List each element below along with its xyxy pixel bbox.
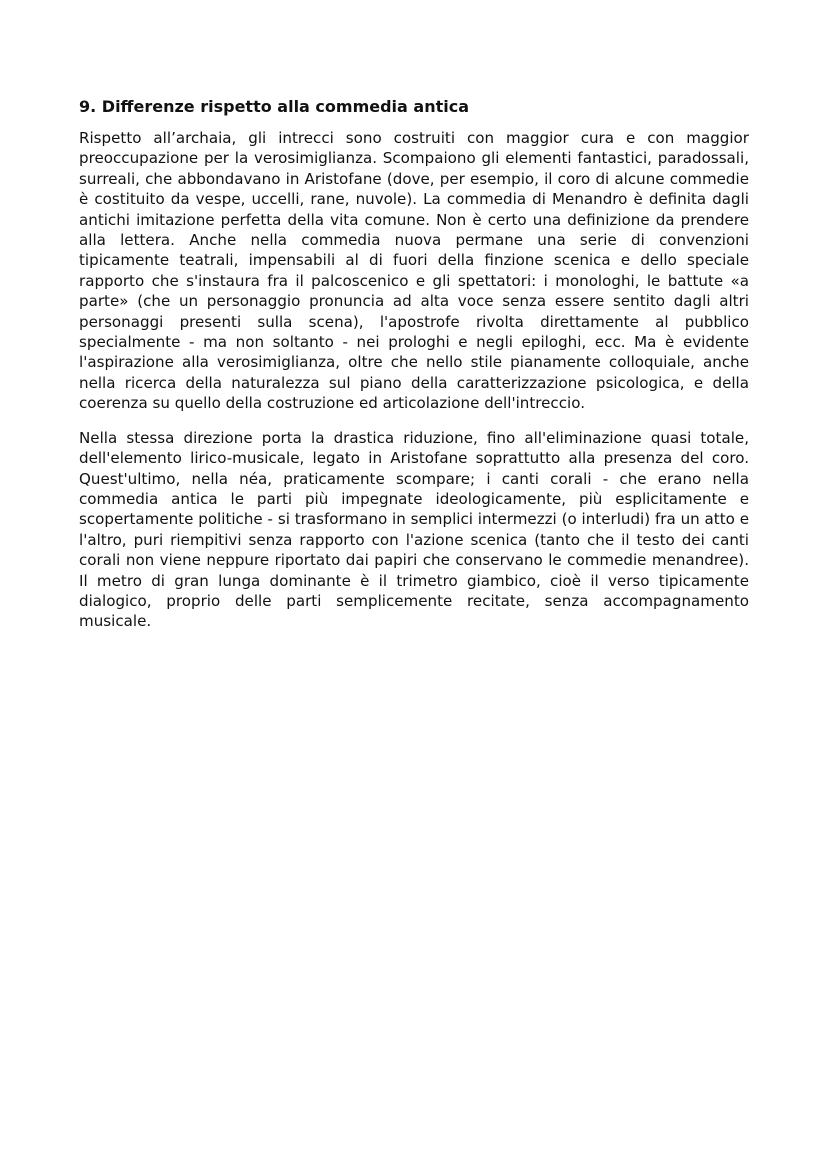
paragraph-2: Nella stessa direzione porta la drastica riduzione, fino all'eliminazione quasi totale, dell'elemento lirico-musicale, legato in Aristofane soprattutto alla presenza del coro. Quest'ultimo, nella néa, praticamente scompare; i canti corali - che erano nella commedia antica le parti più impegnate ideologicamente, più esplicitamente e scopertamente politiche - si trasformano in semplici intermezzi (o interludi) fra un atto e l'altro, puri riempitivi senza rapporto con l'azione scenica (tanto che il testo dei canti corali non viene neppure riportato dai papiri che conservano le commedie menandree). Il metro di gran lunga dominante è il trimetro giambico, cioè il verso tipicamente dialogico, proprio delle parti semplicemente recitate, senza accompagnamento musicale. bbox=[79, 428, 749, 631]
paragraph-1: Rispetto all’archaia, gli intrecci sono costruiti con maggior cura e con maggior preoccupazione per la verosimiglianza. Scompaiono gli elementi fantastici, paradossali, surreali, che abbondavano in Aristofane (dove, per esempio, il coro di alcune commedie è costituito da vespe, uccelli, rane, nuvole). La commedia di Menandro è definita dagli antichi imitazione perfetta della vita comune. Non è certo una definizione da prendere alla lettera. Anche nella commedia nuova permane una serie di convenzioni tipicamente teatrali, impensabili al di fuori della finzione scenica e dello speciale rapporto che s'instaura fra il palcoscenico e gli spettatori: i monologhi, le battute «a parte» (che un personaggio pronuncia ad alta voce senza essere sentito dagli altri personaggi presenti sulla scena), l'apostrofe rivolta direttamente al pubblico specialmente - ma non soltanto - nei prologhi e negli epiloghi, ecc. Ma è evidente l'aspirazione alla verosimiglianza, oltre che nello stile pianamente colloquiale, anche nella ricerca della naturalezza sul piano della caratterizzazione psicologica, e della coerenza su quello della costruzione ed articolazione dell'intreccio. bbox=[79, 129, 749, 413]
section-title: 9. Differenze rispetto alla commedia antica bbox=[79, 97, 469, 116]
document-page bbox=[79, 96, 749, 646]
